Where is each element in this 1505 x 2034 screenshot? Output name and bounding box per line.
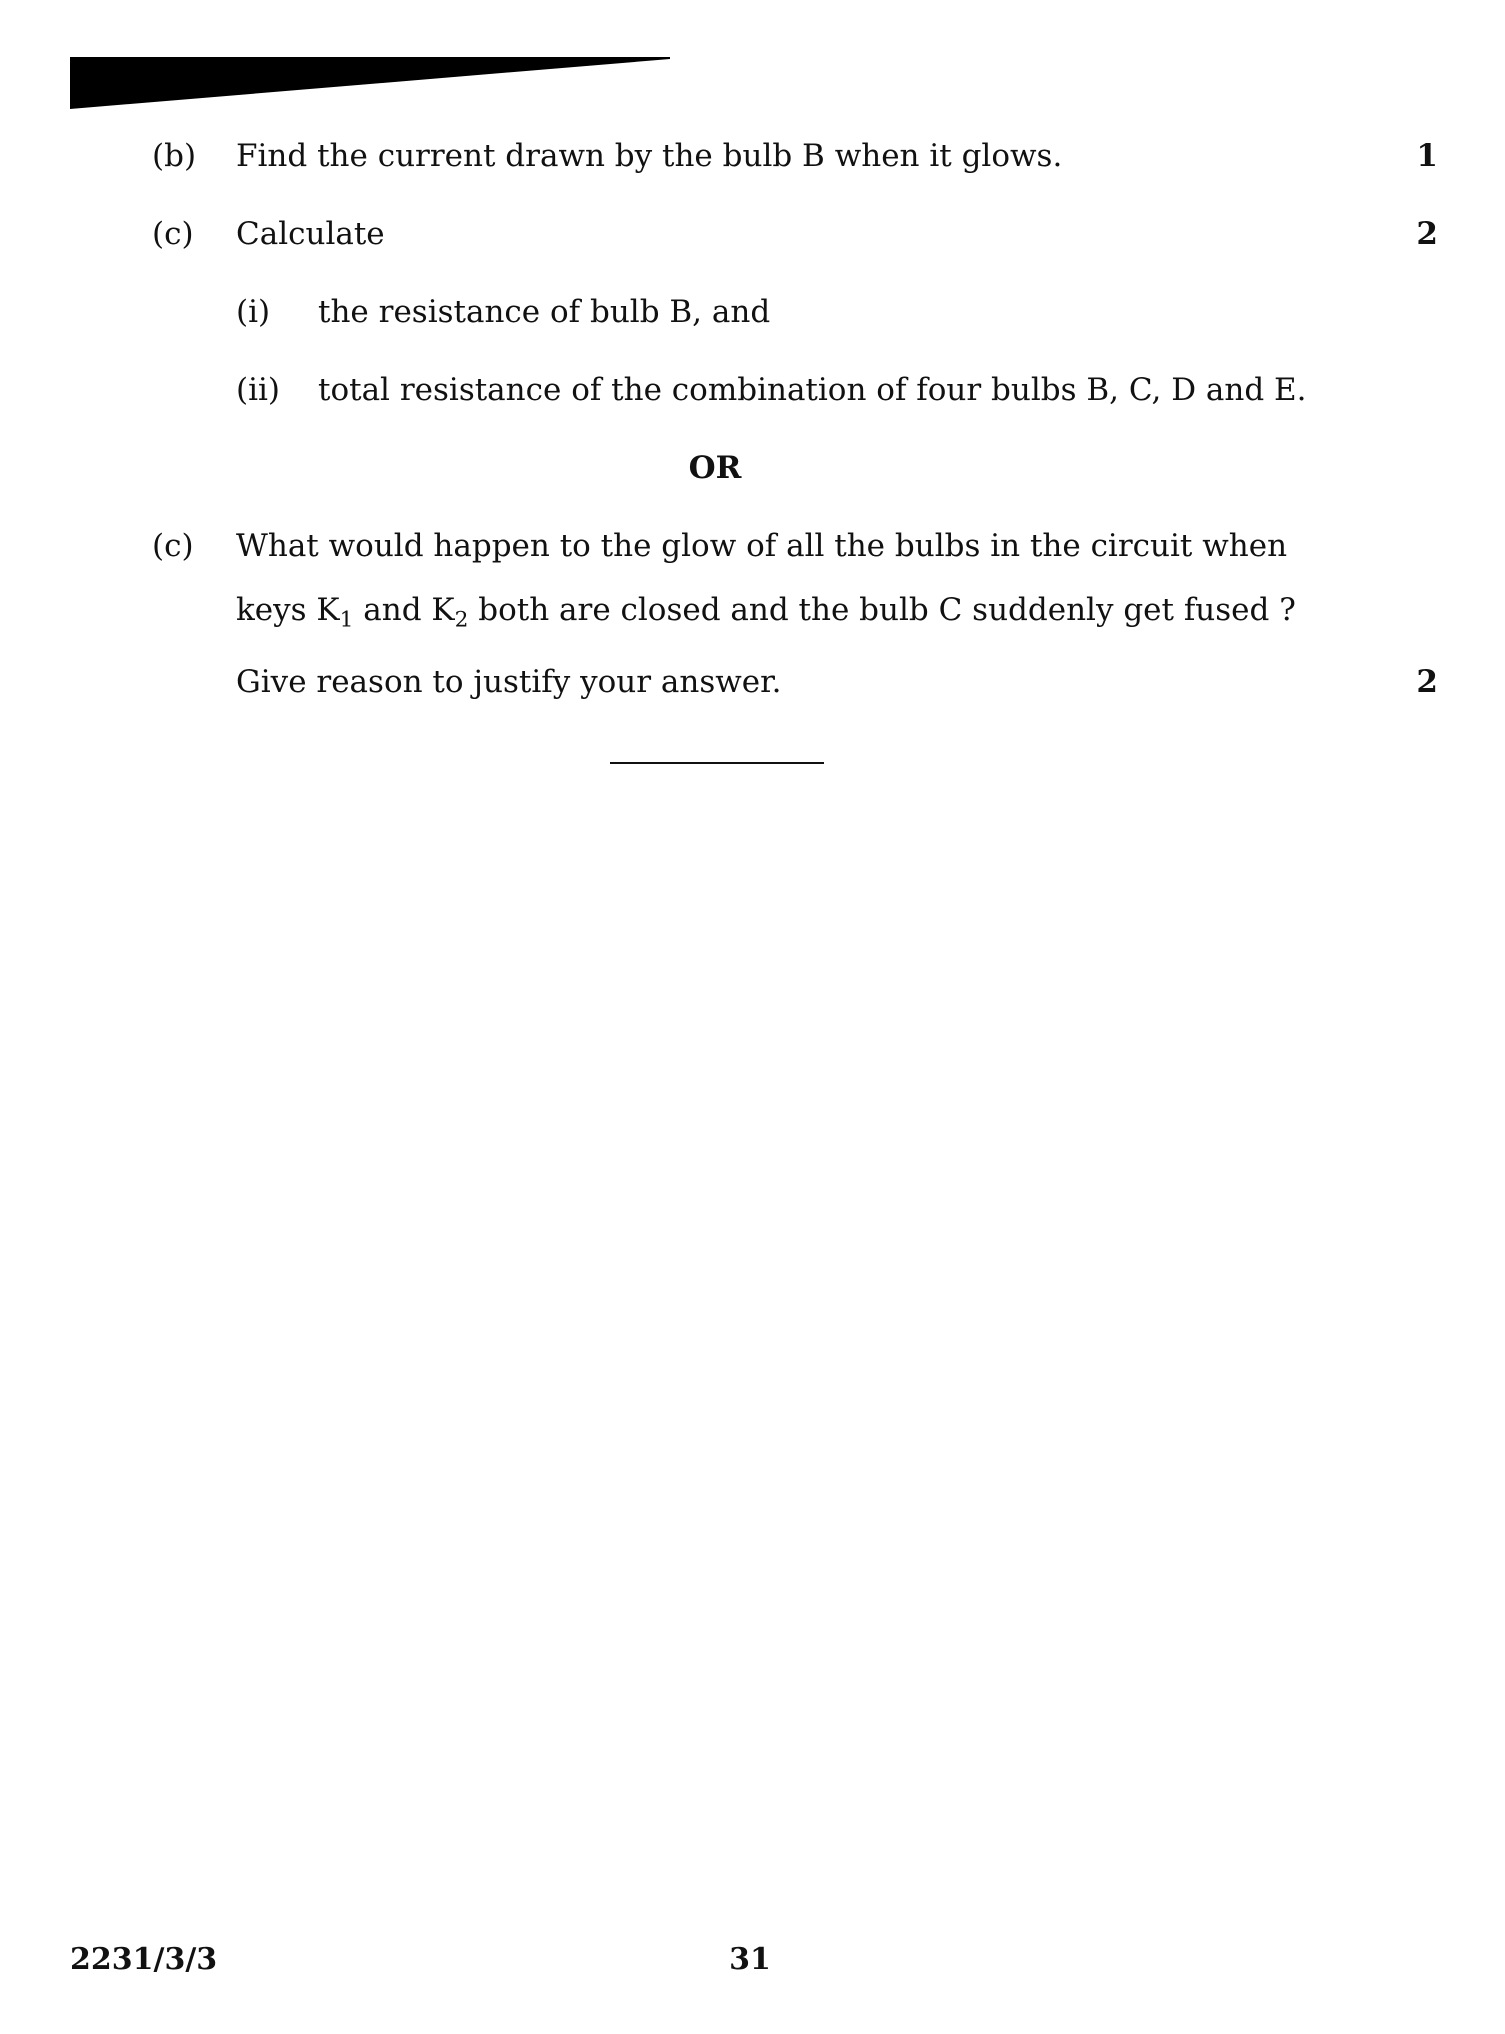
- question-b-label: (b): [152, 138, 197, 174]
- question-c-alt-label: (c): [152, 528, 194, 564]
- question-b-marks: 1: [1416, 138, 1438, 174]
- sub-item-text: total resistance of the combination of four bulbs B, C, D and E.: [318, 372, 1307, 408]
- or-heading: OR: [688, 450, 742, 486]
- sub-item-label: (ii): [236, 372, 281, 408]
- end-of-paper-rule: [610, 762, 824, 764]
- page-number: 31: [729, 1942, 771, 1977]
- line2-part1: keys K: [236, 592, 340, 628]
- question-c-label: (c): [152, 216, 194, 252]
- line2-part2: and K: [353, 592, 455, 628]
- line2-part3: both are closed and the bulb C suddenly get fused ?: [468, 592, 1296, 628]
- question-c-marks: 2: [1416, 216, 1438, 252]
- paper-code: 2231/3/3: [70, 1942, 218, 1977]
- question-b-text: Find the current drawn by the bulb B when it glows.: [236, 138, 1063, 174]
- sub-item-label: (i): [236, 294, 271, 330]
- sub-item-text: the resistance of bulb B, and: [318, 294, 771, 330]
- question-c-alt-marks: 2: [1416, 664, 1438, 700]
- question-c-alt-text-line2: [236, 590, 1296, 633]
- k2-subscript: 2: [454, 607, 469, 633]
- question-c-text: Calculate: [236, 216, 385, 252]
- header-black-bar: [70, 57, 670, 109]
- k1-subscript: 1: [339, 607, 354, 633]
- question-c-alt-text-line1: What would happen to the glow of all the bulbs in the circuit when: [236, 528, 1288, 564]
- question-c-alt-text-line3: Give reason to justify your answer.: [236, 664, 782, 700]
